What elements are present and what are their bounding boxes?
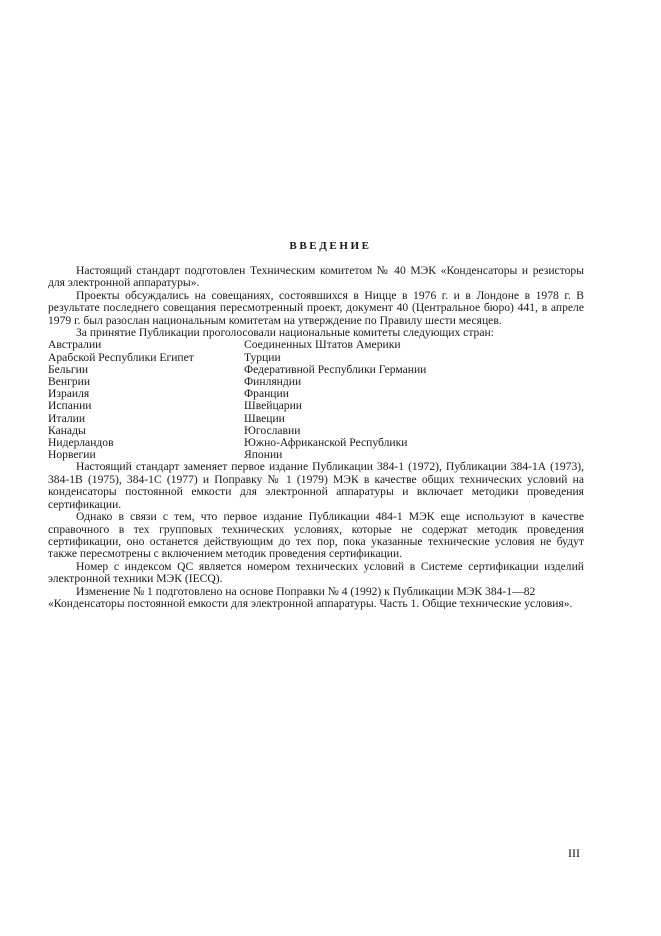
country-left: Израиля (48, 387, 90, 401)
country-left: Венгрии (48, 375, 91, 389)
country-right: Швеции (244, 411, 285, 425)
paragraph-qc-number: Номер с индексом QC является номером технических условий в Системе сертификации изделий электронной техники МЭК (IECQ). (48, 559, 584, 586)
country-left: Арабской Республики Египет (48, 350, 194, 364)
country-left: Канады (48, 423, 86, 437)
country-left: Норвегии (48, 448, 96, 462)
country-right: Турции (244, 350, 281, 364)
countries-list (48, 339, 584, 461)
page-number: III (568, 846, 580, 860)
page-title: ВВЕДЕНИЕ (289, 240, 372, 252)
country-left: Италии (48, 411, 86, 425)
paragraph-however: Однако в связи с тем, что первое издание Публикации 484-1 МЭК еще используют в качестве справочного в тех групповых технических условиях, которые не содержат методик проведения сертификации, оно останется действующим до тех пор, пока указанные технические условия не будут также пересмотрены с включением методик проведения сертификации. (48, 510, 584, 561)
country-right: Соединенных Штатов Америки (244, 338, 401, 352)
country-left: Австралии (48, 338, 102, 352)
country-left: Испании (48, 399, 92, 413)
paragraph-voting: За принятие Публикации проголосовали национальные комитеты следующих стран: (76, 326, 494, 340)
paragraph-meetings: Проекты обсуждались на совещаниях, состоявшихся в Ницце в 1976 г. и в Лондоне в 1978 г. В результате последнего совещания пересмотренный проект, документ 40 (Центральное бюро) 441, в апреле 1979 г. был разослан национальным комитетам на утверждение по Правилу шести месяцев. (48, 288, 584, 327)
country-right: Федеративной Республики Германии (244, 362, 427, 376)
country-right: Южно-Африканской Республики (244, 436, 408, 450)
document-body (48, 265, 584, 610)
country-right: Югославии (244, 423, 301, 437)
country-left: Бельгии (48, 362, 89, 376)
country-right: Швейцарии (244, 399, 303, 413)
paragraph-amendment: Изменение № 1 подготовлено на основе Поправки № 4 (1992) к Публикации МЭК 384-1—82 «Конденсаторы постоянной емкости для электронной аппаратуры. Часть 1. Общие технические условия». (48, 584, 573, 610)
paragraph-replaces: Настоящий стандарт заменяет первое издание Публикации 384-1 (1972), Публикации 384-1А (1973), 384-1В (1975), 384-1С (1977) и Поправку № 1 (1979) МЭК в качестве общих технических условий на конденсаторы постоянной емкости для электронной аппаратуры и включает методики проведения сертификации. (48, 460, 584, 511)
country-right: Франции (244, 387, 289, 401)
paragraph-intro: Настоящий стандарт подготовлен Техническим комитетом № 40 МЭК «Конденсаторы и резисторы для электронной аппаратуры». (48, 264, 584, 290)
country-right: Финляндии (244, 375, 302, 389)
country-left: Нидерландов (48, 436, 114, 450)
country-right: Японии (244, 448, 283, 462)
